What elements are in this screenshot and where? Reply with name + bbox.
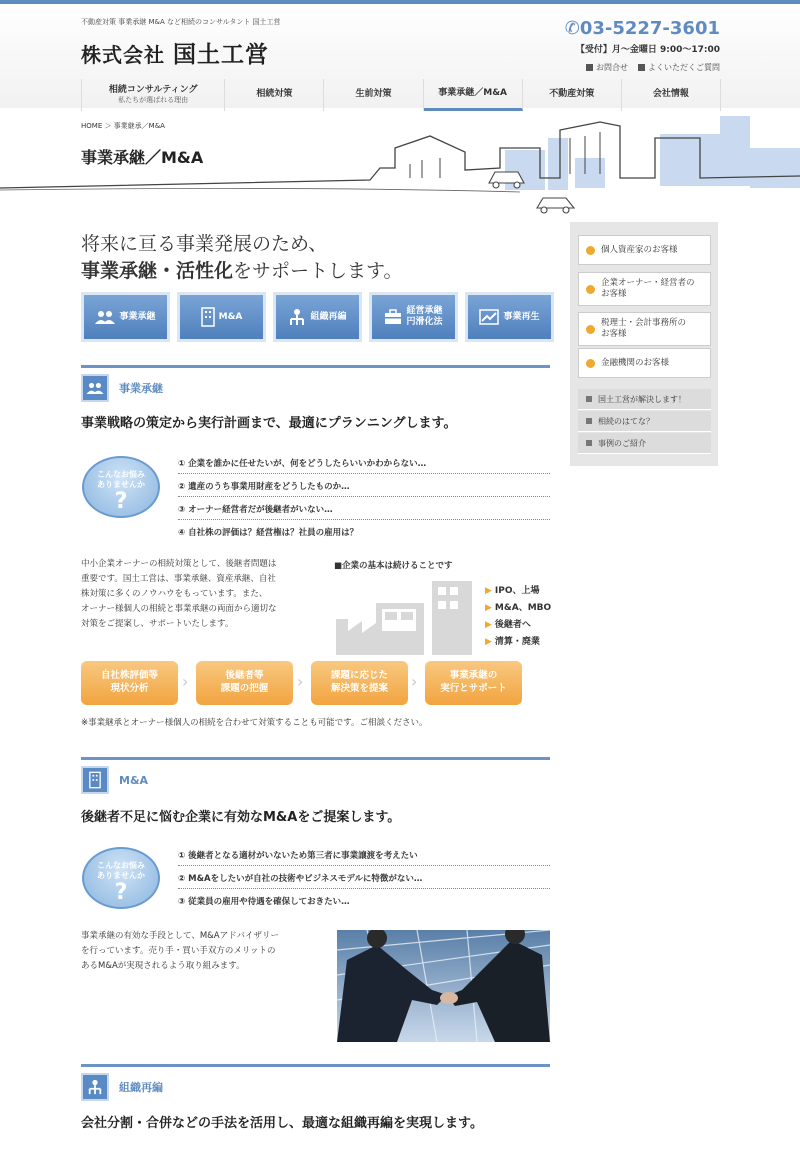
service-button-reorg[interactable]: 組織再編: [273, 292, 362, 342]
logo-name: 国土工営: [172, 41, 269, 68]
worry-item: ② M&Aをしたいが自社の技術やビジネスモデルに特徴がない…: [178, 867, 550, 889]
service-button-revitalization[interactable]: 事業再生: [465, 292, 554, 342]
nav-item-consulting[interactable]: 相続コンサルティング 私たちが選ばれる理由: [82, 79, 225, 111]
triangle-right-icon: ▶: [485, 603, 492, 613]
building-icon: [201, 307, 215, 327]
nav-item-inheritance[interactable]: 相続対策: [225, 79, 324, 111]
sidebar-link-cases[interactable]: 事例のご紹介: [578, 433, 711, 454]
sidebar-button-individual[interactable]: 個人資産家のお客様: [578, 235, 711, 265]
triangle-right-icon: ▶: [485, 586, 492, 596]
company-logo[interactable]: [81, 36, 269, 69]
worry-item: ③ オーナー経営者だが後継者がいない…: [178, 498, 550, 520]
org-chart-icon: [81, 1073, 109, 1101]
section-heading-succession: 事業承継: [81, 374, 163, 402]
nav-item-pre-death[interactable]: 生前対策: [324, 79, 423, 111]
section-subtitle: 会社分割・合併などの手法を活用し、最適な組織再編を実現します。: [81, 1116, 483, 1131]
option-item: ▶ 後継者へ: [485, 620, 531, 630]
handshake-photo: [337, 930, 550, 1042]
service-button-succession[interactable]: 事業承継: [81, 292, 170, 342]
square-bullet-icon: [586, 64, 593, 71]
bullet-dot-icon: [586, 285, 595, 294]
worry-item: ① 企業を誰かに任せたいが、何をどうしたらいいかわからない…: [178, 452, 550, 474]
nav-item-real-estate[interactable]: 不動産対策: [523, 79, 622, 111]
process-step-2: 後継者等 課題の把握: [196, 661, 293, 705]
option-item: ▶ IPO、上場: [485, 586, 540, 596]
diagram-title: ■企業の基本は続けることです: [334, 561, 453, 571]
process-step-1: 自社株評価等 現状分析: [81, 661, 178, 705]
phone-text: 03-5227-3601: [579, 18, 720, 39]
section-paragraph: 事業承継の有効な手段として、M&Aアドバイザリー を行っています。売り手・買い手双方のメリットの あるM&Aが実現されるよう取り組みます。: [81, 931, 279, 971]
header-links: [586, 62, 720, 73]
service-button-ma[interactable]: M&A: [177, 292, 266, 342]
building-icon: [81, 766, 109, 794]
worry-bubble: こんなお悩み ありませんか ?: [82, 847, 160, 909]
question-mark-icon: ?: [114, 880, 128, 905]
sidebar-link-faq[interactable]: 相続のはてな？: [578, 411, 711, 432]
people-icon: [95, 310, 115, 324]
chart-line-icon: [479, 309, 499, 325]
sidebar-button-financial[interactable]: 金融機関のお客様: [578, 348, 711, 378]
section-subtitle: 事業戦略の策定から実行計画まで、最適にプランニングします。: [81, 416, 457, 431]
faq-link[interactable]: よくいただくご質問: [638, 62, 720, 73]
section-note: ※事業継承とオーナー様個人の相続を合わせて対策することも可能です。ご相談ください。: [81, 718, 428, 728]
triangle-right-icon: ▶: [485, 637, 492, 647]
org-chart-icon: [288, 308, 306, 326]
business-hours: 【受付】月～金曜日 9:00～17:00: [575, 45, 720, 55]
section-rule: [81, 365, 550, 368]
section-heading-reorg: 組織再編: [81, 1073, 163, 1101]
worry-item: ① 後継者となる適材がいないため第三者に事業譲渡を考えたい: [178, 844, 550, 866]
sidebar-button-owner[interactable]: 企業オーナー・経営者の お客様: [578, 272, 711, 306]
sidebar-link-solutions[interactable]: 国土工営が解決します！: [578, 389, 711, 410]
section-heading-ma: M&A: [81, 766, 148, 794]
lead-line-2: 事業承継・活性化をサポートします。: [81, 260, 403, 282]
process-step-3: 課題に応じた 解決策を提案: [311, 661, 408, 705]
process-step-4: 事業承継の 実行とサポート: [425, 661, 522, 705]
site-header: [0, 4, 800, 108]
square-bullet-icon: [586, 418, 592, 424]
triangle-right-icon: ▶: [485, 620, 492, 630]
bullet-dot-icon: [586, 246, 595, 255]
section-rule: [81, 757, 550, 760]
section-subtitle: 後継者不足に悩む企業に有効なM&Aをご提案します。: [81, 810, 401, 825]
nav-item-company[interactable]: 会社情報: [622, 79, 721, 111]
worry-item: ③ 従業員の雇用や待遇を確保しておきたい…: [178, 897, 350, 907]
header-tagline: 不動産対策 事業承継 M&A など相続のコンサルタント 国土工営: [81, 18, 281, 26]
logo-prefix: 株式会社: [81, 43, 165, 67]
chevron-right-icon: ›: [411, 672, 418, 691]
people-icon: [81, 374, 109, 402]
sidebar-button-tax-accountant[interactable]: 税理士・会計事務所の お客様: [578, 312, 711, 346]
bullet-dot-icon: [586, 359, 595, 368]
square-bullet-icon: [586, 440, 592, 446]
lead-line-1: 将来に亘る事業発展のため、: [81, 233, 328, 255]
option-item: ▶ 清算・廃業: [485, 637, 540, 647]
phone-number[interactable]: [565, 18, 720, 39]
global-nav: [81, 79, 721, 111]
briefcase-icon: [384, 309, 402, 325]
sidebar: [570, 222, 718, 466]
service-button-management-succession-act[interactable]: 経営承継 円滑化法: [369, 292, 458, 342]
option-item: ▶ M&A、MBO: [485, 603, 552, 613]
square-bullet-icon: [638, 64, 645, 71]
bullet-dot-icon: [586, 325, 595, 334]
breadcrumb[interactable]: HOME ＞ 事業継承／M&A: [81, 122, 165, 130]
page-title: 事業承継／M&A: [81, 148, 204, 167]
worry-item: ② 遺産のうち事業用財産をどうしたものか…: [178, 475, 550, 497]
section-rule: [81, 1064, 550, 1067]
worry-item: ④ 自社株の評価は？経営権は？社員の雇用は？: [178, 528, 359, 538]
phone-icon: ✆: [564, 18, 580, 39]
question-mark-icon: ?: [114, 489, 128, 514]
factory-illustration: [334, 575, 479, 655]
square-bullet-icon: [586, 396, 592, 402]
chevron-right-icon: ›: [182, 672, 189, 691]
contact-link[interactable]: お問合せ: [586, 62, 628, 73]
chevron-right-icon: ›: [297, 672, 304, 691]
worry-bubble: こんなお悩み ありませんか ?: [82, 456, 160, 518]
nav-item-succession-ma[interactable]: 事業承継／M&A: [424, 79, 523, 111]
section-paragraph: 中小企業オーナーの相続対策として、後継者問題は 重要です。国土工営は、事業承継、資産承継、自社 株対策に多くのノウハウをもっています。また、 オーナー様個人の相続と事業承継の両面から適切な 対策をご提案し、サポートいたします。: [81, 559, 277, 629]
